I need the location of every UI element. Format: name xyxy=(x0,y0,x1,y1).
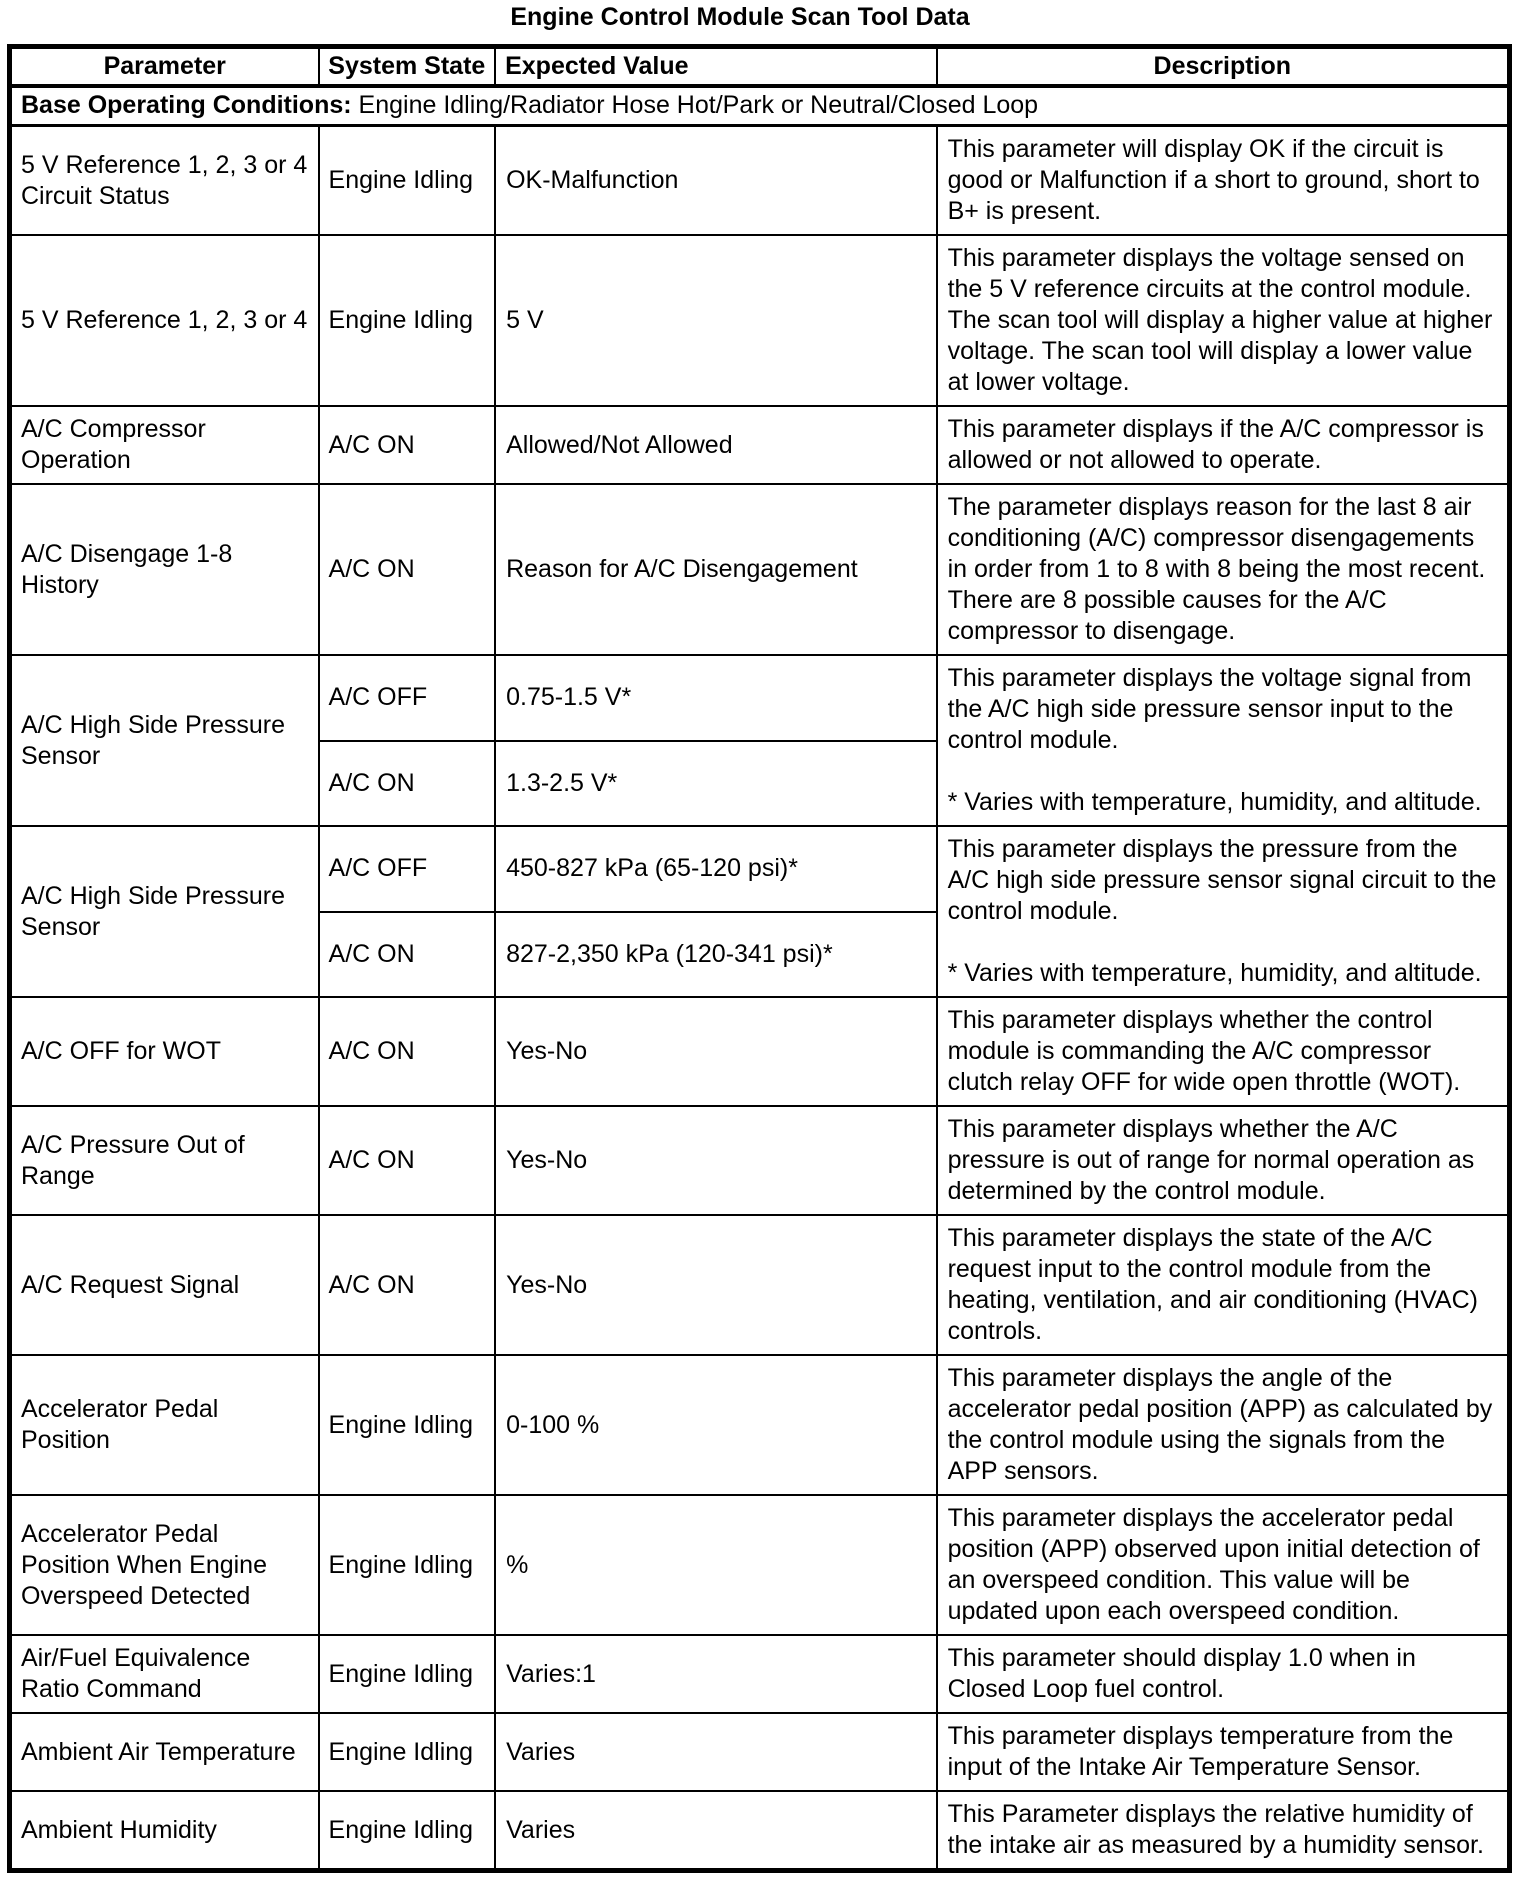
system-state-cell: Engine Idling xyxy=(319,1355,496,1495)
description-paragraph: This Parameter displays the relative humidity of the intake air as measured by a humidity sensor. xyxy=(947,1800,1484,1859)
table-row xyxy=(10,1791,1510,1871)
scan-tool-data-table xyxy=(7,44,1512,1873)
description-paragraph: * Varies with temperature, humidity, and altitude. xyxy=(947,959,1482,987)
expected-value-cell: Varies xyxy=(495,1791,936,1871)
description-cell xyxy=(937,235,1510,406)
parameter-cell: A/C Pressure Out of Range xyxy=(10,1106,319,1215)
parameter-cell: A/C OFF for WOT xyxy=(10,997,319,1106)
parameter-cell: A/C High Side Pressure Sensor xyxy=(10,826,319,997)
system-state-cell: A/C ON xyxy=(319,406,496,484)
base-conditions-row xyxy=(10,86,1510,126)
page-title: Engine Control Module Scan Tool Data xyxy=(510,3,970,31)
header-parameter: Parameter xyxy=(10,47,319,87)
description-paragraph: This parameter displays the voltage sensed on the 5 V reference circuits at the control module. The scan tool will display a higher value at higher voltage. The scan tool will display a lower value at lower voltage. xyxy=(947,244,1493,396)
description-paragraph: This parameter displays the voltage signal from the A/C high side pressure sensor input to the control module. xyxy=(947,664,1472,754)
system-state-cell: A/C ON xyxy=(319,997,496,1106)
table-row xyxy=(10,997,1510,1106)
base-conditions-text: Engine Idling/Radiator Hose Hot/Park or Neutral/Closed Loop xyxy=(351,91,1039,119)
expected-value-cell: Varies xyxy=(495,1713,936,1791)
system-state-cell: A/C ON xyxy=(319,1106,496,1215)
system-state-cell: Engine Idling xyxy=(319,1495,496,1635)
expected-value-cell: Yes-No xyxy=(495,1106,936,1215)
table-row xyxy=(10,826,1510,912)
description-cell xyxy=(937,655,1510,826)
description-cell xyxy=(937,1355,1510,1495)
description-paragraph: This parameter displays temperature from the input of the Intake Air Temperature Sensor. xyxy=(947,1722,1454,1781)
description-paragraph: * Varies with temperature, humidity, and altitude. xyxy=(947,788,1482,816)
description-paragraph: This parameter displays the accelerator pedal position (APP) observed upon initial detection of an overspeed condition. This value will be updated upon each overspeed condition. xyxy=(947,1504,1480,1625)
table-row xyxy=(10,1635,1510,1713)
parameter-cell: A/C Disengage 1-8 History xyxy=(10,484,319,655)
description-paragraph: This parameter will display OK if the circuit is good or Malfunction if a short to ground, short to B+ is present. xyxy=(947,135,1480,225)
parameter-cell: Ambient Air Temperature xyxy=(10,1713,319,1791)
description-cell xyxy=(937,997,1510,1106)
system-state-cell: A/C ON xyxy=(319,484,496,655)
table-row xyxy=(10,1106,1510,1215)
description-cell xyxy=(937,1106,1510,1215)
system-state-cell: Engine Idling xyxy=(319,1713,496,1791)
system-state-cell: Engine Idling xyxy=(319,235,496,406)
description-cell xyxy=(937,1215,1510,1355)
parameter-cell: 5 V Reference 1, 2, 3 or 4 Circuit Status xyxy=(10,126,319,236)
system-state-cell: A/C OFF xyxy=(319,655,496,741)
table-row xyxy=(10,126,1510,236)
table-row xyxy=(10,655,1510,741)
expected-value-cell: 0.75-1.5 V* xyxy=(495,655,936,741)
base-conditions-label: Base Operating Conditions: xyxy=(21,91,352,119)
expected-value-cell: Allowed/Not Allowed xyxy=(495,406,936,484)
parameter-cell: A/C Compressor Operation xyxy=(10,406,319,484)
parameter-cell: Air/Fuel Equivalence Ratio Command xyxy=(10,1635,319,1713)
system-state-cell: A/C ON xyxy=(319,912,496,998)
expected-value-cell: 450-827 kPa (65-120 psi)* xyxy=(495,826,936,912)
parameter-cell: Ambient Humidity xyxy=(10,1791,319,1871)
parameter-cell: A/C Request Signal xyxy=(10,1215,319,1355)
description-paragraph: This parameter should display 1.0 when in Closed Loop fuel control. xyxy=(947,1644,1416,1703)
expected-value-cell: 1.3-2.5 V* xyxy=(495,741,936,827)
description-cell xyxy=(937,1495,1510,1635)
header-row xyxy=(10,47,1510,87)
table-row xyxy=(10,1355,1510,1495)
system-state-cell: Engine Idling xyxy=(319,1635,496,1713)
system-state-cell: Engine Idling xyxy=(319,126,496,236)
parameter-cell: 5 V Reference 1, 2, 3 or 4 xyxy=(10,235,319,406)
description-paragraph: The parameter displays reason for the last 8 air conditioning (A/C) compressor disengagements in order from 1 to 8 with 8 being the most recent. There are 8 possible causes for the A/C compressor to disengage. xyxy=(947,493,1486,645)
table-row xyxy=(10,1713,1510,1791)
expected-value-cell: % xyxy=(495,1495,936,1635)
base-conditions-cell xyxy=(10,86,1510,126)
header-system-state: System State xyxy=(319,47,496,87)
system-state-cell: Engine Idling xyxy=(319,1791,496,1871)
expected-value-cell: OK-Malfunction xyxy=(495,126,936,236)
description-paragraph: This parameter displays the pressure from the A/C high side pressure sensor signal circuit to the control module. xyxy=(947,835,1497,925)
description-cell xyxy=(937,406,1510,484)
description-paragraph: This parameter displays if the A/C compressor is allowed or not allowed to operate. xyxy=(947,415,1484,474)
description-paragraph: This parameter displays the angle of the accelerator pedal position (APP) as calculated by the control module using the signals from the APP sensors. xyxy=(947,1364,1493,1485)
system-state-cell: A/C ON xyxy=(319,741,496,827)
description-cell xyxy=(937,126,1510,236)
system-state-cell: A/C OFF xyxy=(319,826,496,912)
table-row xyxy=(10,1495,1510,1635)
expected-value-cell: 827-2,350 kPa (120-341 psi)* xyxy=(495,912,936,998)
expected-value-cell: 5 V xyxy=(495,235,936,406)
description-paragraph: This parameter displays the state of the A/C request input to the control module from the heating, ventilation, and air conditioning (HVAC) controls. xyxy=(947,1224,1478,1345)
description-cell xyxy=(937,1713,1510,1791)
table-row xyxy=(10,406,1510,484)
description-cell xyxy=(937,484,1510,655)
table-row xyxy=(10,235,1510,406)
description-cell xyxy=(937,1791,1510,1871)
description-cell xyxy=(937,826,1510,997)
header-expected-value: Expected Value xyxy=(495,47,936,87)
parameter-cell: Accelerator Pedal Position xyxy=(10,1355,319,1495)
parameter-cell: A/C High Side Pressure Sensor xyxy=(10,655,319,826)
expected-value-cell: Yes-No xyxy=(495,997,936,1106)
description-cell xyxy=(937,1635,1510,1713)
parameter-cell: Accelerator Pedal Position When Engine Overspeed Detected xyxy=(10,1495,319,1635)
expected-value-cell: Yes-No xyxy=(495,1215,936,1355)
system-state-cell: A/C ON xyxy=(319,1215,496,1355)
expected-value-cell: 0-100 % xyxy=(495,1355,936,1495)
header-description: Description xyxy=(937,47,1510,87)
description-paragraph: This parameter displays whether the A/C pressure is out of range for normal operation as determined by the control module. xyxy=(947,1115,1475,1205)
description-paragraph: This parameter displays whether the control module is commanding the A/C compressor clutch relay OFF for wide open throttle (WOT). xyxy=(947,1006,1461,1096)
table-row xyxy=(10,1215,1510,1355)
table-row xyxy=(10,484,1510,655)
expected-value-cell: Reason for A/C Disengagement xyxy=(495,484,936,655)
expected-value-cell: Varies:1 xyxy=(495,1635,936,1713)
